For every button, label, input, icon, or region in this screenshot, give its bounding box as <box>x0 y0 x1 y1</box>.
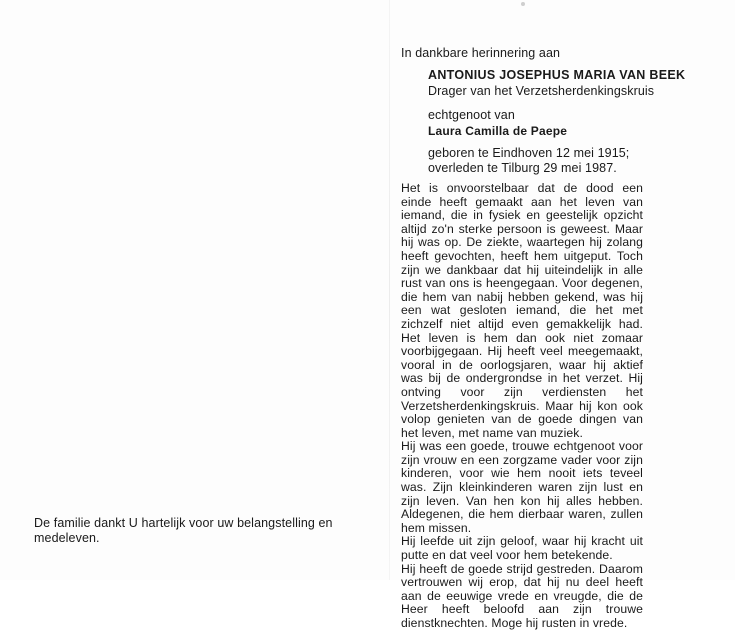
birth-line: geboren te Eindhoven 12 mei 1915; <box>428 146 630 160</box>
spouse-name: Laura Camilla de Paepe <box>428 124 568 138</box>
eulogy-paragraph: Het is onvoorstelbaar dat de dood een einde heeft gemaakt aan het leven van iemand, die in fysiek en geestelijk opzicht altijd zo'n sterke persoon is geweest. Maar hij was op. De ziekte, waartegen hij zolang heeft gevochten, heeft hem uitgeput. Toch zijn we dankbaar dat hij uiteindelijk in alle rust van ons is heengegaan. Voor degenen, die hem van nabij hebben gekend, was hij een wat gesloten iemand, die het met zichzelf niet altijd even gemakkelijk had. Het leven is hem dan ook niet zomaar voorbijgegaan. Hij heeft veel meegemaakt, vooral in de oorlogsjaren, waar hij aktief was bij de ondergrondse in het verzet. Hij ontving voor zijn verdiensten het Verzetsherdenkingskruis. Maar hij kon ook volop genieten van de goede dingen van het leven, met name van muziek. <box>401 181 643 440</box>
eulogy-body <box>401 182 643 631</box>
death-line: overleden te Tilburg 29 mei 1987. <box>428 161 617 175</box>
eulogy-paragraph: Hij was een goede, trouwe echtgenoot voor zijn vrouw en een zorgzame vader voor zijn kinderen, voor wie hem nooit iets teveel was. Zijn kleinkinderen waren zijn lust en zijn leven. Van hen kon hij alles hebben. Aldegenen, die hem dierbaar waren, zullen hem missen. <box>401 439 643 535</box>
eulogy-paragraph: Hij heeft de goede strijd gestreden. Daarom vertrouwen wij erop, dat hij nu deel heeft aan de eeuwige vrede en vreugde, die de Heer heeft beloofd aan zijn trouwe dienstknechten. Moge hij rusten in vrede. <box>401 561 643 630</box>
speck <box>521 2 525 6</box>
deceased-header <box>428 67 731 176</box>
honor-line: Drager van het Verzetsherdenkingskruis <box>428 84 655 98</box>
eulogy-paragraph: Hij leefde uit zijn geloof, waar hij kracht uit putte en dat veel voor hem betekende. <box>401 534 643 563</box>
relation-line: echtgenoot van <box>428 108 515 122</box>
memorial-text-page <box>401 46 731 631</box>
card-fold <box>389 0 390 580</box>
intro-line: In dankbare herinnering aan <box>401 46 561 60</box>
family-thanks: De familie dankt U hartelijk voor uw belangstelling en medeleven. <box>34 516 333 545</box>
deceased-name: ANTONIUS JOSEPHUS MARIA VAN BEEK <box>428 68 686 82</box>
